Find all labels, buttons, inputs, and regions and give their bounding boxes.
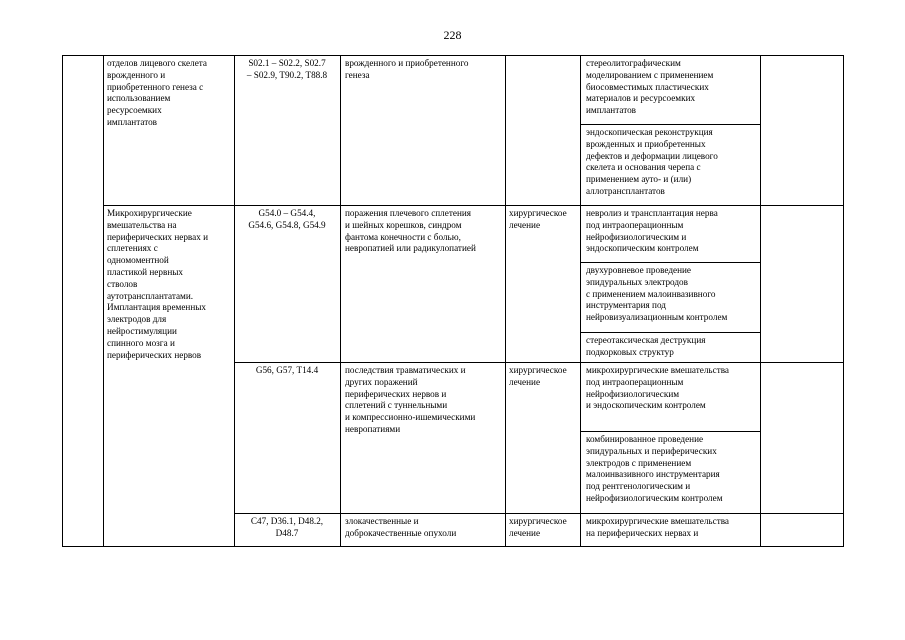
row-divider-col6-4 xyxy=(580,431,761,432)
block2-row1-col6-3: стереотаксическая деструкция подкорковых структур xyxy=(586,335,706,357)
row-divider-col6-1 xyxy=(580,124,761,125)
col-divider-4 xyxy=(505,55,506,547)
col-divider-1 xyxy=(103,55,104,547)
col-divider-5 xyxy=(580,55,581,547)
block1-col6b: эндоскопическая реконструкция врожденных и приобретенных дефектов и деформации лицевого скелета и основания черепа с применением ауто- и (или) аллотрансплантатов xyxy=(586,127,718,196)
row-divider-col6-2 xyxy=(580,262,761,263)
row-divider-subrow-1 xyxy=(234,362,844,363)
block2-row3-col5: хирургическое лечение xyxy=(509,516,567,538)
block2-row3-col3: C47, D36.1, D48.2, D48.7 xyxy=(250,516,324,538)
block2-row2-col5: хирургическое лечение xyxy=(509,365,567,387)
block2-row2-col6-2: комбинированное проведение эпидуральных и периферических электродов с применением малоинвазивного инструментария под рентгенологическим и нейрофизиологическим контролем xyxy=(586,434,723,503)
table-border-right xyxy=(843,55,844,547)
row-divider-block xyxy=(103,205,844,206)
table-border-left xyxy=(62,55,63,547)
table-border-top xyxy=(62,55,844,56)
block1-col6a: стереолитографическим моделированием с применением биосовместимых пластических материалов и ресурсоемких имплантатов xyxy=(586,58,714,116)
col-divider-2 xyxy=(234,55,235,547)
block2-row2-col4: последствия травматических и других поражений периферических нервов и сплетений с туннельными и компрессионно-ишемическими невропатиями xyxy=(345,365,476,434)
block2-row2-col3: G56, G57, T14.4 xyxy=(255,365,319,375)
table-border-bottom xyxy=(62,546,844,547)
block2-row2-col6-1: микрохирургические вмешательства под интраоперационным нейрофизиологическим и эндоскопическим контролем xyxy=(586,365,730,411)
row-divider-subrow-2 xyxy=(234,513,844,514)
block1-col3: S02.1 – S02.2, S02.7 – S02.9, T90.2, T88.8 xyxy=(246,58,328,80)
block1-col2: отделов лицевого скелета врожденного и приобретенного генеза с использованием ресурсоемких имплантатов xyxy=(107,58,207,127)
block2-row1-col6-1: невролиз и трансплантация нерва под интраоперационным нейрофизиологическим и эндоскопическим контролем xyxy=(586,208,718,254)
block2-row1-col4: поражения плечевого сплетения и шейных корешков, синдром фантома конечности с болью, невропатией или радикулопатией xyxy=(345,208,476,254)
block2-row1-col3: G54.0 – G54.4, G54.6, G54.8, G54.9 xyxy=(248,208,326,230)
block2-row1-col5: хирургическое лечение xyxy=(509,208,567,230)
block2-row3-col6-1: микрохирургические вмешательства на периферических нервах и xyxy=(586,516,730,538)
block1-col4: врожденного и приобретенного генеза xyxy=(345,58,469,80)
block2-row1-col6-2: двухуровневое проведение эпидуральных электродов с применением малоинвазивного инструментария под нейровизуализационным контролем xyxy=(586,265,728,323)
col-divider-6 xyxy=(760,55,761,547)
row-divider-col6-3 xyxy=(580,332,761,333)
col-divider-3 xyxy=(340,55,341,547)
page-number: 228 xyxy=(443,28,462,42)
block2-row3-col4: злокачественные и доброкачественные опухоли xyxy=(345,516,457,538)
block2-col2: Микрохирургические вмешательства на периферических нервах и сплетениях с одномоментной пластикой нервных стволов аутотрансплантатами. Имплантация временных электродов для нейростимуляции спинного мозга и периферических нервов xyxy=(107,208,209,360)
